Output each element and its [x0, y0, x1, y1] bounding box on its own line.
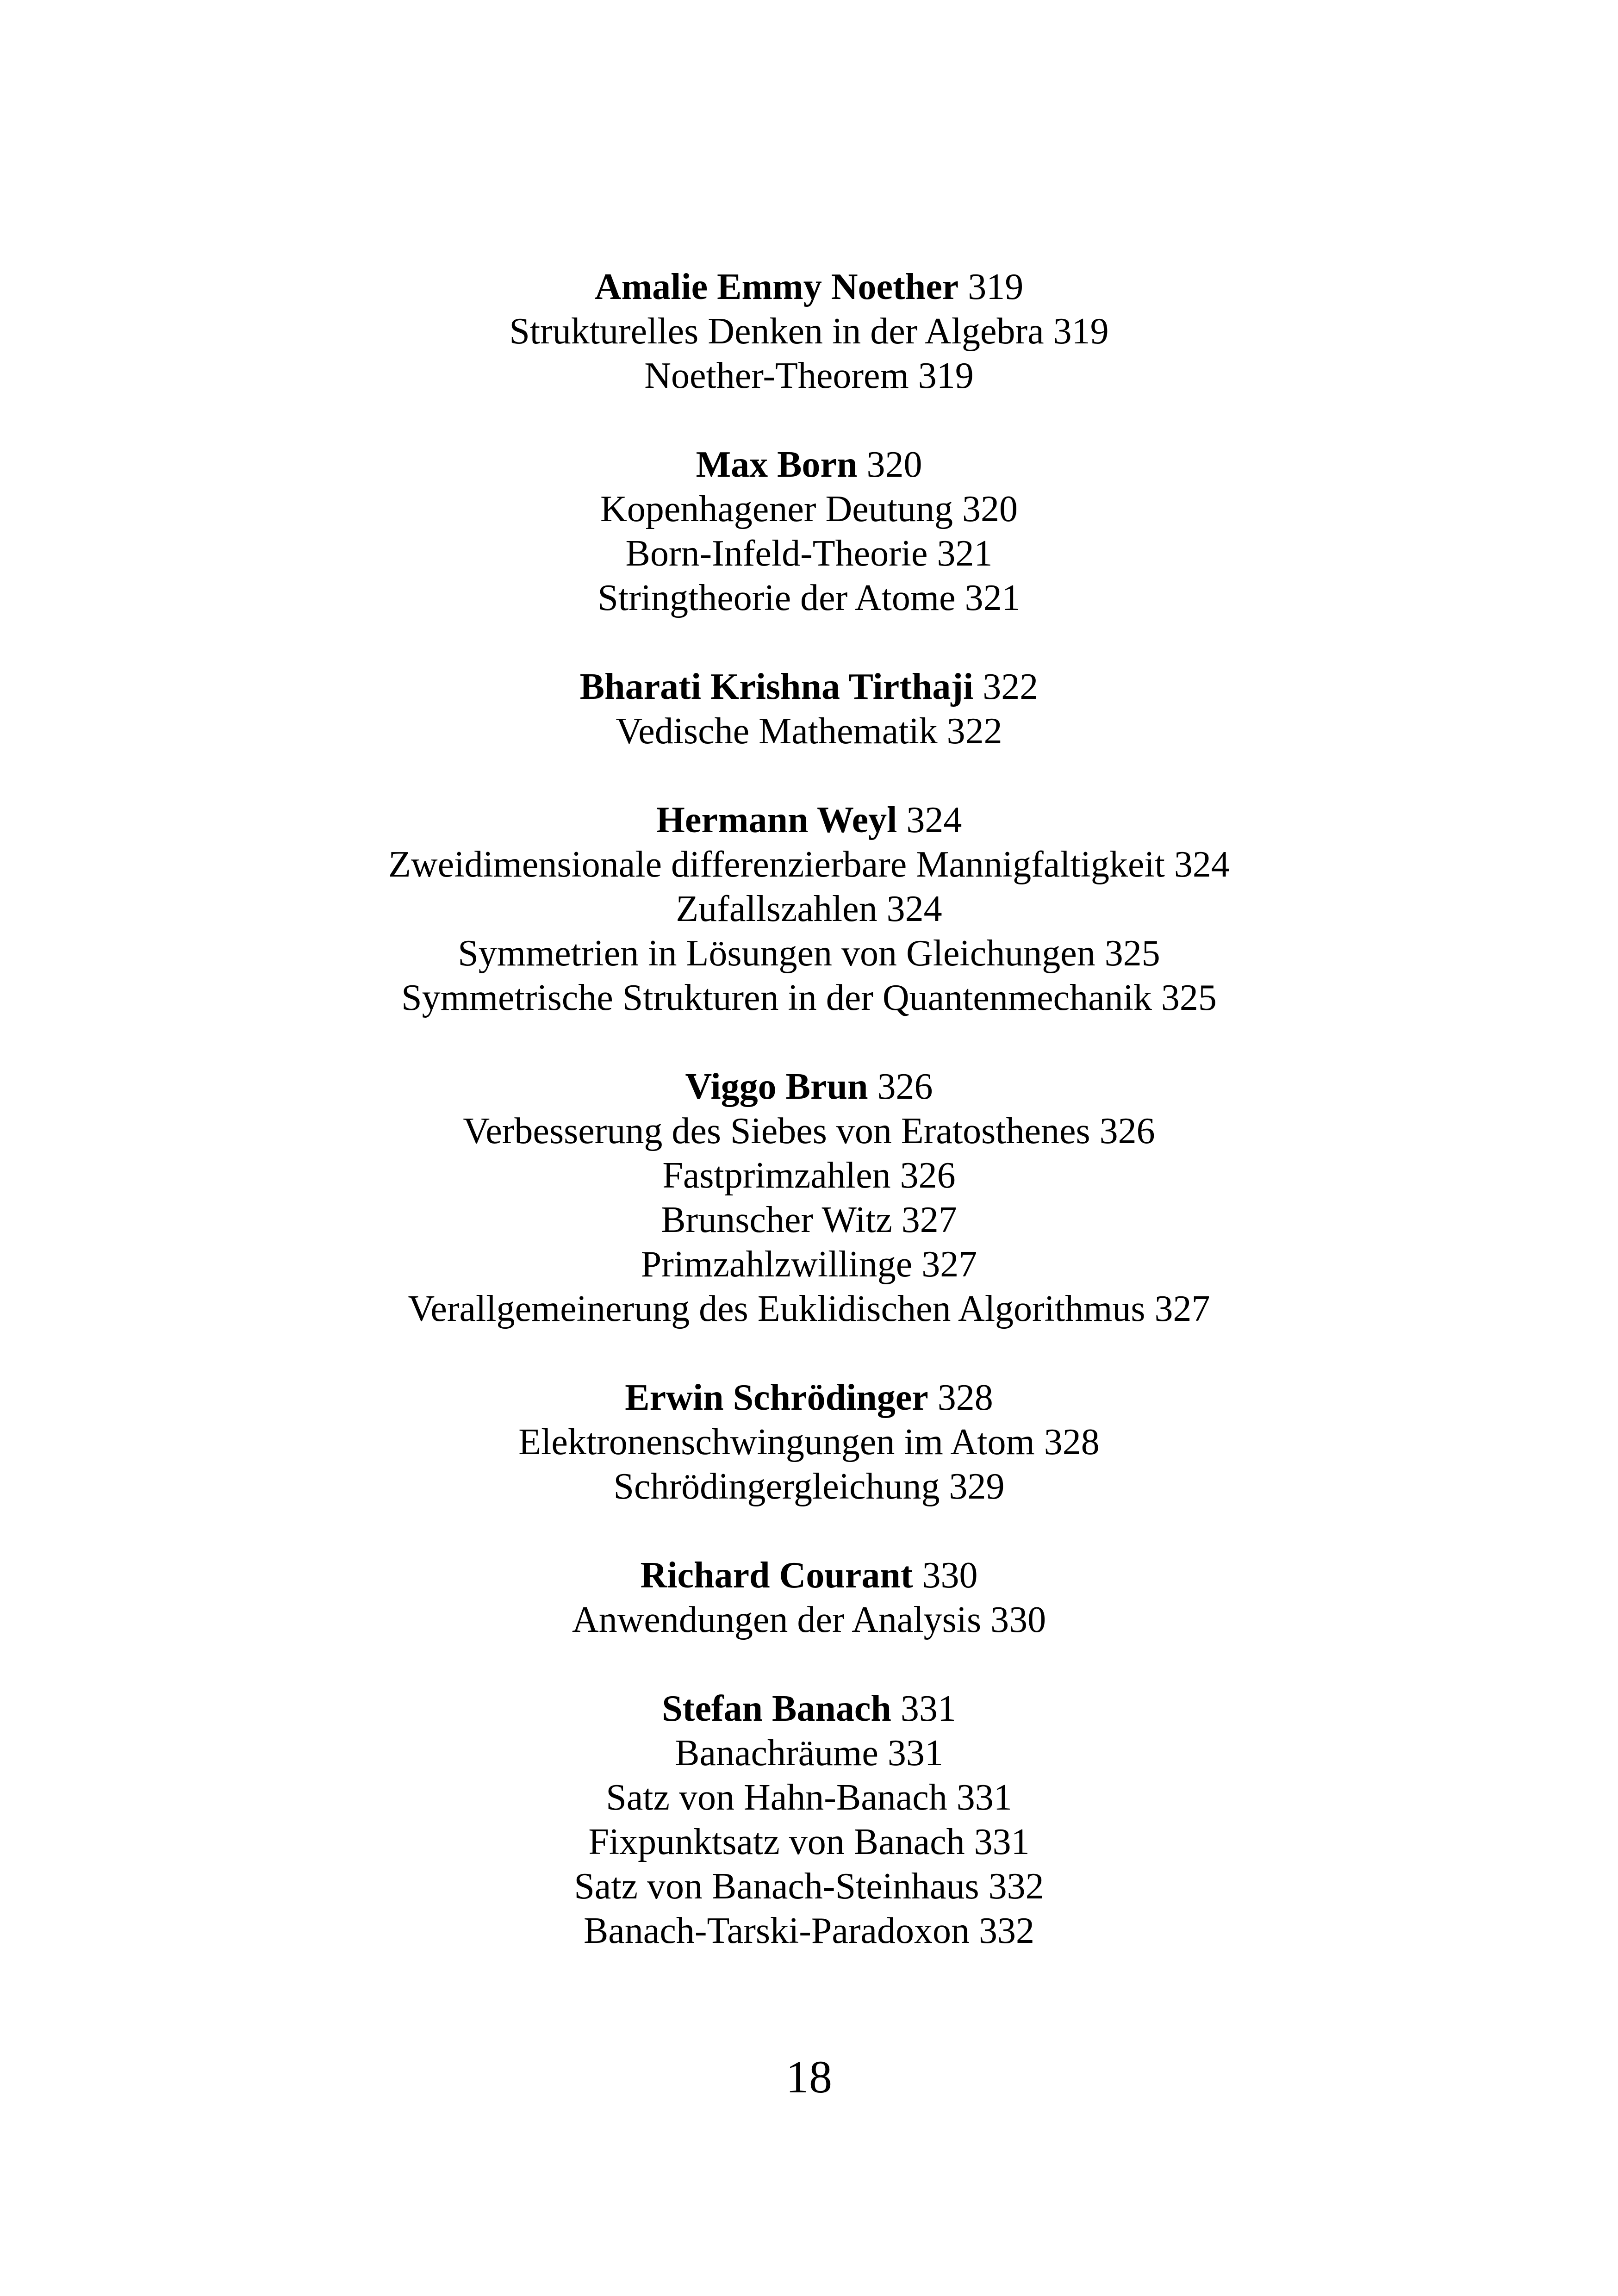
- person-name: Erwin Schrödinger: [625, 1377, 928, 1418]
- topic-page: 321: [965, 578, 1021, 618]
- toc-section: [0, 1375, 1618, 1509]
- person-entry: [0, 265, 1618, 309]
- topic-title: Fastprimzahlen: [662, 1155, 891, 1196]
- topic-entry: [0, 1198, 1618, 1242]
- toc-section: [0, 1064, 1618, 1331]
- topic-entry: [0, 1731, 1618, 1775]
- person-entry: [0, 1553, 1618, 1598]
- topic-entry: [0, 1242, 1618, 1287]
- person-entry: [0, 1375, 1618, 1420]
- person-page: 319: [968, 267, 1024, 307]
- person-page: 330: [922, 1555, 978, 1596]
- person-name: Max Born: [696, 444, 858, 485]
- topic-page: 320: [962, 489, 1018, 529]
- topic-title: Anwendungen der Analysis: [572, 1599, 982, 1640]
- topic-entry: [0, 1109, 1618, 1153]
- topic-entry: [0, 976, 1618, 1020]
- person-entry: [0, 798, 1618, 842]
- page-number: 18: [786, 2051, 832, 2103]
- toc-section: [0, 1686, 1618, 1953]
- topic-page: 327: [921, 1244, 977, 1285]
- topic-entry: [0, 931, 1618, 976]
- topic-page: 326: [900, 1155, 956, 1196]
- topic-title: Kopenhagener Deutung: [600, 489, 953, 529]
- topic-title: Brunscher Witz: [661, 1200, 892, 1240]
- topic-page: 324: [1174, 844, 1230, 885]
- topic-entry: [0, 1420, 1618, 1464]
- topic-entry: [0, 1864, 1618, 1909]
- topic-entry: [0, 487, 1618, 531]
- topic-page: 319: [918, 355, 974, 396]
- topic-page: 329: [949, 1466, 1005, 1507]
- person-name: Richard Courant: [640, 1555, 913, 1596]
- toc-section: [0, 665, 1618, 753]
- topic-title: Elektronenschwingungen im Atom: [518, 1422, 1035, 1462]
- person-entry: [0, 1064, 1618, 1109]
- topic-page: 325: [1104, 933, 1160, 974]
- topic-page: 319: [1053, 311, 1109, 352]
- person-page: 331: [900, 1688, 956, 1729]
- topic-title: Schrödingergleichung: [613, 1466, 940, 1507]
- topic-entry: [0, 576, 1618, 620]
- topic-title: Born-Infeld-Theorie: [625, 533, 928, 574]
- topic-page: 328: [1044, 1422, 1100, 1462]
- person-entry: [0, 665, 1618, 709]
- person-entry: [0, 1686, 1618, 1731]
- person-name: Bharati Krishna Tirthaji: [579, 666, 974, 707]
- table-of-contents: [0, 265, 1618, 1997]
- topic-page: 331: [887, 1733, 943, 1773]
- topic-entry: [0, 1909, 1618, 1953]
- topic-title: Zufallszahlen: [676, 889, 877, 929]
- topic-page: 332: [979, 1910, 1035, 1951]
- toc-section: [0, 798, 1618, 1020]
- toc-section: [0, 265, 1618, 398]
- topic-page: 330: [990, 1599, 1046, 1640]
- topic-page: 327: [901, 1200, 957, 1240]
- topic-title: Banachräume: [675, 1733, 878, 1773]
- topic-title: Zweidimensionale differenzierbare Mannigfaltigkeit: [388, 844, 1165, 885]
- toc-section: [0, 1553, 1618, 1642]
- topic-entry: [0, 842, 1618, 887]
- person-name: Viggo Brun: [685, 1066, 868, 1107]
- topic-page: 331: [956, 1777, 1012, 1818]
- topic-title: Stringtheorie der Atome: [597, 578, 956, 618]
- topic-title: Primzahlzwillinge: [641, 1244, 913, 1285]
- person-name: Stefan Banach: [662, 1688, 891, 1729]
- topic-entry: [0, 309, 1618, 354]
- topic-title: Symmetrische Strukturen in der Quantenmechanik: [401, 977, 1152, 1018]
- topic-page: 322: [946, 711, 1002, 752]
- topic-title: Strukturelles Denken in der Algebra: [509, 311, 1044, 352]
- topic-entry: [0, 1598, 1618, 1642]
- person-page: 328: [937, 1377, 993, 1418]
- topic-entry: [0, 354, 1618, 398]
- topic-page: 326: [1099, 1111, 1155, 1151]
- toc-section: [0, 442, 1618, 620]
- topic-entry: [0, 709, 1618, 753]
- topic-title: Symmetrien in Lösungen von Gleichungen: [458, 933, 1095, 974]
- person-page: 322: [983, 666, 1039, 707]
- topic-entry: [0, 1153, 1618, 1198]
- topic-entry: [0, 1775, 1618, 1820]
- topic-entry: [0, 1820, 1618, 1864]
- person-entry: [0, 442, 1618, 487]
- topic-title: Verbesserung des Siebes von Eratosthenes: [463, 1111, 1090, 1151]
- topic-entry: [0, 1287, 1618, 1331]
- person-page: 320: [866, 444, 922, 485]
- topic-entry: [0, 1464, 1618, 1509]
- topic-page: 324: [886, 889, 942, 929]
- topic-title: Satz von Hahn-Banach: [606, 1777, 947, 1818]
- topic-page: 327: [1154, 1288, 1210, 1329]
- topic-page: 325: [1161, 977, 1217, 1018]
- person-page: 324: [906, 800, 962, 840]
- topic-entry: [0, 531, 1618, 576]
- topic-title: Fixpunktsatz von Banach: [588, 1822, 965, 1862]
- topic-title: Verallgemeinerung des Euklidischen Algorithmus: [408, 1288, 1145, 1329]
- topic-title: Satz von Banach-Steinhaus: [574, 1866, 979, 1907]
- person-name: Amalie Emmy Noether: [594, 267, 959, 307]
- topic-title: Vedische Mathematik: [616, 711, 938, 752]
- person-name: Hermann Weyl: [656, 800, 897, 840]
- topic-page: 332: [988, 1866, 1044, 1907]
- topic-title: Banach-Tarski-Paradoxon: [583, 1910, 970, 1951]
- topic-entry: [0, 887, 1618, 931]
- person-page: 326: [877, 1066, 933, 1107]
- topic-title: Noether-Theorem: [644, 355, 909, 396]
- topic-page: 321: [937, 533, 993, 574]
- topic-page: 331: [974, 1822, 1030, 1862]
